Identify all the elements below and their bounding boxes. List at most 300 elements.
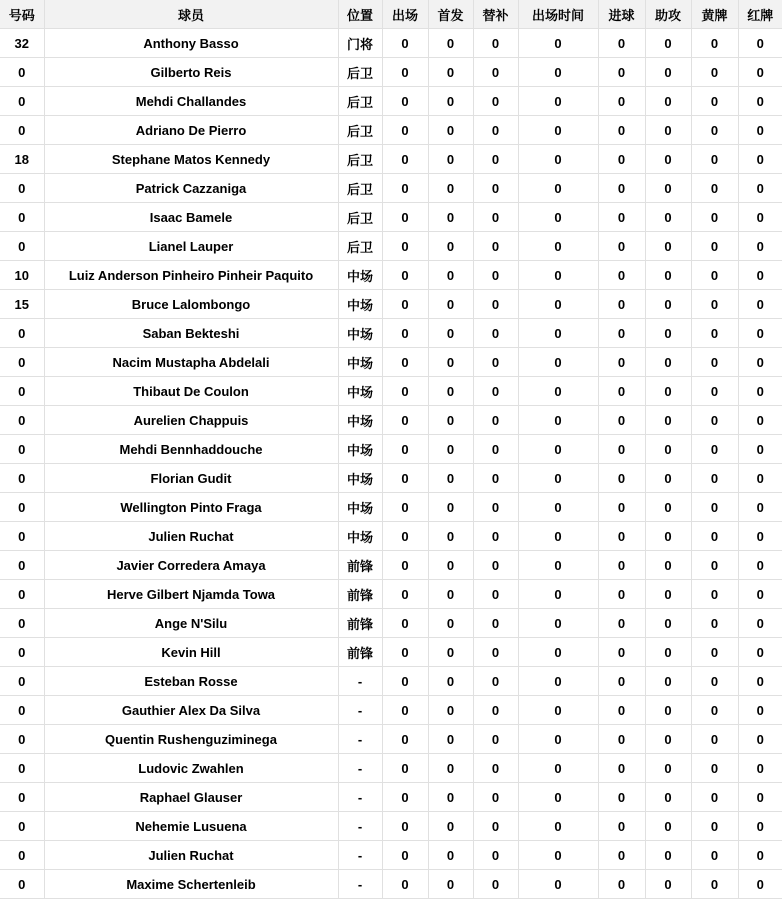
table-row [0,87,782,116]
cell-position: 门将 [338,29,382,58]
cell-starts: 0 [428,464,473,493]
cell-minutes: 0 [518,870,598,899]
cell-red-cards: 0 [738,841,782,870]
cell-number: 15 [0,290,44,319]
cell-goals: 0 [598,580,645,609]
cell-player: Luiz Anderson Pinheiro Pinheir Paquito [44,261,338,290]
cell-player: Herve Gilbert Njamda Towa [44,580,338,609]
cell-appearances: 0 [382,638,428,667]
cell-position: 中场 [338,290,382,319]
cell-goals: 0 [598,667,645,696]
table-row [0,406,782,435]
cell-red-cards: 0 [738,783,782,812]
cell-player: Florian Gudit [44,464,338,493]
cell-red-cards: 0 [738,145,782,174]
cell-minutes: 0 [518,754,598,783]
cell-number: 0 [0,435,44,464]
cell-goals: 0 [598,754,645,783]
cell-starts: 0 [428,812,473,841]
cell-player: Kevin Hill [44,638,338,667]
cell-position: 前锋 [338,551,382,580]
cell-starts: 0 [428,58,473,87]
cell-number: 0 [0,174,44,203]
cell-starts: 0 [428,638,473,667]
cell-position: - [338,667,382,696]
cell-starts: 0 [428,145,473,174]
cell-goals: 0 [598,783,645,812]
header-assists: 助攻 [645,0,691,29]
cell-minutes: 0 [518,116,598,145]
cell-number: 0 [0,493,44,522]
cell-appearances: 0 [382,435,428,464]
table-row [0,58,782,87]
cell-starts: 0 [428,754,473,783]
cell-goals: 0 [598,145,645,174]
cell-red-cards: 0 [738,348,782,377]
cell-position: 中场 [338,493,382,522]
cell-substitute: 0 [473,87,518,116]
cell-player: Mehdi Challandes [44,87,338,116]
cell-substitute: 0 [473,261,518,290]
cell-number: 0 [0,319,44,348]
table-row [0,783,782,812]
cell-position: - [338,725,382,754]
cell-red-cards: 0 [738,116,782,145]
cell-starts: 0 [428,174,473,203]
cell-number: 0 [0,232,44,261]
cell-appearances: 0 [382,667,428,696]
cell-goals: 0 [598,232,645,261]
cell-yellow-cards: 0 [691,841,738,870]
cell-red-cards: 0 [738,203,782,232]
cell-minutes: 0 [518,725,598,754]
table-row [0,319,782,348]
cell-player: Stephane Matos Kennedy [44,145,338,174]
cell-assists: 0 [645,522,691,551]
cell-number: 0 [0,522,44,551]
cell-assists: 0 [645,290,691,319]
cell-red-cards: 0 [738,609,782,638]
cell-assists: 0 [645,870,691,899]
cell-red-cards: 0 [738,754,782,783]
cell-player: Javier Corredera Amaya [44,551,338,580]
cell-assists: 0 [645,435,691,464]
cell-starts: 0 [428,261,473,290]
cell-substitute: 0 [473,841,518,870]
cell-red-cards: 0 [738,493,782,522]
cell-starts: 0 [428,667,473,696]
cell-substitute: 0 [473,667,518,696]
cell-minutes: 0 [518,551,598,580]
cell-goals: 0 [598,464,645,493]
table-row [0,522,782,551]
table-row [0,609,782,638]
cell-substitute: 0 [473,29,518,58]
cell-position: - [338,696,382,725]
cell-yellow-cards: 0 [691,783,738,812]
cell-assists: 0 [645,696,691,725]
header-goals: 进球 [598,0,645,29]
cell-appearances: 0 [382,522,428,551]
cell-minutes: 0 [518,232,598,261]
cell-player: Maxime Schertenleib [44,870,338,899]
cell-starts: 0 [428,841,473,870]
cell-appearances: 0 [382,145,428,174]
cell-minutes: 0 [518,319,598,348]
table-row [0,348,782,377]
cell-number: 0 [0,812,44,841]
cell-assists: 0 [645,87,691,116]
cell-minutes: 0 [518,29,598,58]
cell-minutes: 0 [518,522,598,551]
cell-number: 10 [0,261,44,290]
cell-appearances: 0 [382,870,428,899]
cell-number: 0 [0,203,44,232]
cell-substitute: 0 [473,145,518,174]
cell-starts: 0 [428,696,473,725]
cell-red-cards: 0 [738,812,782,841]
header-red-cards: 红牌 [738,0,782,29]
cell-number: 0 [0,754,44,783]
cell-position: - [338,841,382,870]
cell-player: Mehdi Bennhaddouche [44,435,338,464]
cell-red-cards: 0 [738,551,782,580]
cell-goals: 0 [598,551,645,580]
cell-player: Lianel Lauper [44,232,338,261]
cell-yellow-cards: 0 [691,261,738,290]
cell-appearances: 0 [382,319,428,348]
cell-goals: 0 [598,522,645,551]
cell-number: 0 [0,348,44,377]
cell-yellow-cards: 0 [691,812,738,841]
cell-player: Adriano De Pierro [44,116,338,145]
cell-player: Gauthier Alex Da Silva [44,696,338,725]
cell-appearances: 0 [382,841,428,870]
cell-appearances: 0 [382,58,428,87]
cell-position: - [338,783,382,812]
cell-player: Ange N'Silu [44,609,338,638]
cell-position: - [338,870,382,899]
cell-yellow-cards: 0 [691,232,738,261]
cell-yellow-cards: 0 [691,580,738,609]
table-row [0,841,782,870]
cell-red-cards: 0 [738,435,782,464]
cell-position: 后卫 [338,145,382,174]
cell-red-cards: 0 [738,580,782,609]
header-yellow-cards: 黄牌 [691,0,738,29]
table-row [0,203,782,232]
table-row [0,145,782,174]
cell-starts: 0 [428,551,473,580]
cell-goals: 0 [598,725,645,754]
cell-player: Gilberto Reis [44,58,338,87]
cell-assists: 0 [645,551,691,580]
cell-yellow-cards: 0 [691,203,738,232]
cell-red-cards: 0 [738,319,782,348]
cell-goals: 0 [598,493,645,522]
cell-assists: 0 [645,116,691,145]
cell-appearances: 0 [382,116,428,145]
header-player: 球员 [44,0,338,29]
cell-starts: 0 [428,406,473,435]
cell-goals: 0 [598,319,645,348]
cell-substitute: 0 [473,551,518,580]
cell-goals: 0 [598,348,645,377]
cell-position: - [338,754,382,783]
cell-substitute: 0 [473,232,518,261]
cell-minutes: 0 [518,377,598,406]
cell-goals: 0 [598,696,645,725]
cell-appearances: 0 [382,377,428,406]
cell-starts: 0 [428,522,473,551]
cell-yellow-cards: 0 [691,406,738,435]
table-row [0,290,782,319]
cell-substitute: 0 [473,754,518,783]
cell-starts: 0 [428,493,473,522]
cell-appearances: 0 [382,464,428,493]
header-position: 位置 [338,0,382,29]
cell-substitute: 0 [473,580,518,609]
cell-position: 中场 [338,348,382,377]
cell-appearances: 0 [382,493,428,522]
cell-starts: 0 [428,232,473,261]
table-row [0,116,782,145]
cell-substitute: 0 [473,696,518,725]
cell-starts: 0 [428,580,473,609]
cell-substitute: 0 [473,290,518,319]
cell-red-cards: 0 [738,638,782,667]
cell-yellow-cards: 0 [691,464,738,493]
cell-starts: 0 [428,290,473,319]
cell-minutes: 0 [518,87,598,116]
table-row [0,377,782,406]
cell-assists: 0 [645,493,691,522]
cell-red-cards: 0 [738,174,782,203]
table-row [0,725,782,754]
cell-goals: 0 [598,58,645,87]
cell-number: 0 [0,870,44,899]
cell-player: Julien Ruchat [44,522,338,551]
cell-minutes: 0 [518,841,598,870]
cell-substitute: 0 [473,203,518,232]
table-row [0,754,782,783]
cell-number: 32 [0,29,44,58]
cell-minutes: 0 [518,348,598,377]
cell-assists: 0 [645,203,691,232]
cell-substitute: 0 [473,725,518,754]
cell-assists: 0 [645,261,691,290]
cell-appearances: 0 [382,754,428,783]
cell-number: 0 [0,725,44,754]
cell-starts: 0 [428,87,473,116]
cell-position: 后卫 [338,58,382,87]
cell-position: 中场 [338,435,382,464]
cell-number: 0 [0,87,44,116]
cell-minutes: 0 [518,493,598,522]
table-body [0,29,782,899]
cell-starts: 0 [428,319,473,348]
cell-position: 后卫 [338,116,382,145]
cell-number: 0 [0,58,44,87]
cell-red-cards: 0 [738,261,782,290]
cell-position: 后卫 [338,174,382,203]
cell-goals: 0 [598,435,645,464]
cell-position: 后卫 [338,203,382,232]
table-row [0,174,782,203]
cell-minutes: 0 [518,580,598,609]
cell-minutes: 0 [518,667,598,696]
cell-position: 后卫 [338,87,382,116]
cell-yellow-cards: 0 [691,145,738,174]
cell-position: 中场 [338,522,382,551]
cell-minutes: 0 [518,435,598,464]
table-header [0,0,782,29]
cell-goals: 0 [598,116,645,145]
cell-appearances: 0 [382,551,428,580]
cell-number: 0 [0,580,44,609]
cell-appearances: 0 [382,783,428,812]
cell-yellow-cards: 0 [691,551,738,580]
cell-player: Quentin Rushenguziminega [44,725,338,754]
cell-assists: 0 [645,58,691,87]
cell-appearances: 0 [382,290,428,319]
cell-minutes: 0 [518,783,598,812]
table-row [0,464,782,493]
cell-yellow-cards: 0 [691,29,738,58]
cell-goals: 0 [598,638,645,667]
cell-yellow-cards: 0 [691,696,738,725]
cell-red-cards: 0 [738,290,782,319]
cell-goals: 0 [598,406,645,435]
cell-yellow-cards: 0 [691,435,738,464]
cell-assists: 0 [645,377,691,406]
cell-assists: 0 [645,29,691,58]
cell-goals: 0 [598,290,645,319]
cell-substitute: 0 [473,348,518,377]
cell-red-cards: 0 [738,696,782,725]
cell-substitute: 0 [473,377,518,406]
cell-assists: 0 [645,667,691,696]
cell-yellow-cards: 0 [691,725,738,754]
cell-assists: 0 [645,319,691,348]
cell-position: 后卫 [338,232,382,261]
cell-goals: 0 [598,203,645,232]
cell-position: 前锋 [338,638,382,667]
cell-number: 0 [0,638,44,667]
cell-number: 0 [0,841,44,870]
header-minutes: 出场时间 [518,0,598,29]
cell-player: Wellington Pinto Fraga [44,493,338,522]
table-row [0,261,782,290]
cell-substitute: 0 [473,522,518,551]
cell-appearances: 0 [382,203,428,232]
cell-assists: 0 [645,609,691,638]
cell-minutes: 0 [518,145,598,174]
cell-number: 0 [0,667,44,696]
cell-player: Patrick Cazzaniga [44,174,338,203]
cell-number: 0 [0,377,44,406]
cell-goals: 0 [598,174,645,203]
cell-substitute: 0 [473,493,518,522]
cell-goals: 0 [598,841,645,870]
cell-starts: 0 [428,348,473,377]
cell-substitute: 0 [473,870,518,899]
cell-assists: 0 [645,754,691,783]
cell-number: 18 [0,145,44,174]
cell-minutes: 0 [518,174,598,203]
cell-appearances: 0 [382,232,428,261]
cell-minutes: 0 [518,290,598,319]
cell-number: 0 [0,406,44,435]
cell-position: 中场 [338,464,382,493]
table-row [0,29,782,58]
cell-position: 中场 [338,319,382,348]
cell-yellow-cards: 0 [691,667,738,696]
cell-player: Thibaut De Coulon [44,377,338,406]
cell-assists: 0 [645,406,691,435]
cell-goals: 0 [598,87,645,116]
cell-assists: 0 [645,348,691,377]
table-row [0,696,782,725]
cell-minutes: 0 [518,58,598,87]
cell-appearances: 0 [382,609,428,638]
cell-yellow-cards: 0 [691,87,738,116]
cell-red-cards: 0 [738,406,782,435]
cell-starts: 0 [428,29,473,58]
header-row [0,0,782,29]
cell-goals: 0 [598,609,645,638]
cell-substitute: 0 [473,609,518,638]
cell-appearances: 0 [382,261,428,290]
cell-player: Julien Ruchat [44,841,338,870]
cell-red-cards: 0 [738,87,782,116]
cell-minutes: 0 [518,812,598,841]
header-number: 号码 [0,0,44,29]
cell-position: - [338,812,382,841]
cell-appearances: 0 [382,406,428,435]
cell-substitute: 0 [473,435,518,464]
cell-minutes: 0 [518,406,598,435]
header-starts: 首发 [428,0,473,29]
cell-assists: 0 [645,174,691,203]
cell-minutes: 0 [518,203,598,232]
table-row [0,493,782,522]
cell-goals: 0 [598,377,645,406]
cell-player: Nacim Mustapha Abdelali [44,348,338,377]
cell-position: 前锋 [338,609,382,638]
cell-appearances: 0 [382,348,428,377]
cell-starts: 0 [428,783,473,812]
cell-starts: 0 [428,435,473,464]
cell-player: Ludovic Zwahlen [44,754,338,783]
cell-yellow-cards: 0 [691,319,738,348]
cell-substitute: 0 [473,174,518,203]
cell-yellow-cards: 0 [691,348,738,377]
cell-minutes: 0 [518,696,598,725]
cell-assists: 0 [645,812,691,841]
cell-yellow-cards: 0 [691,174,738,203]
cell-red-cards: 0 [738,29,782,58]
cell-goals: 0 [598,812,645,841]
header-substitute: 替补 [473,0,518,29]
cell-appearances: 0 [382,29,428,58]
cell-assists: 0 [645,580,691,609]
cell-goals: 0 [598,261,645,290]
cell-yellow-cards: 0 [691,870,738,899]
cell-minutes: 0 [518,261,598,290]
table-row [0,435,782,464]
cell-substitute: 0 [473,638,518,667]
